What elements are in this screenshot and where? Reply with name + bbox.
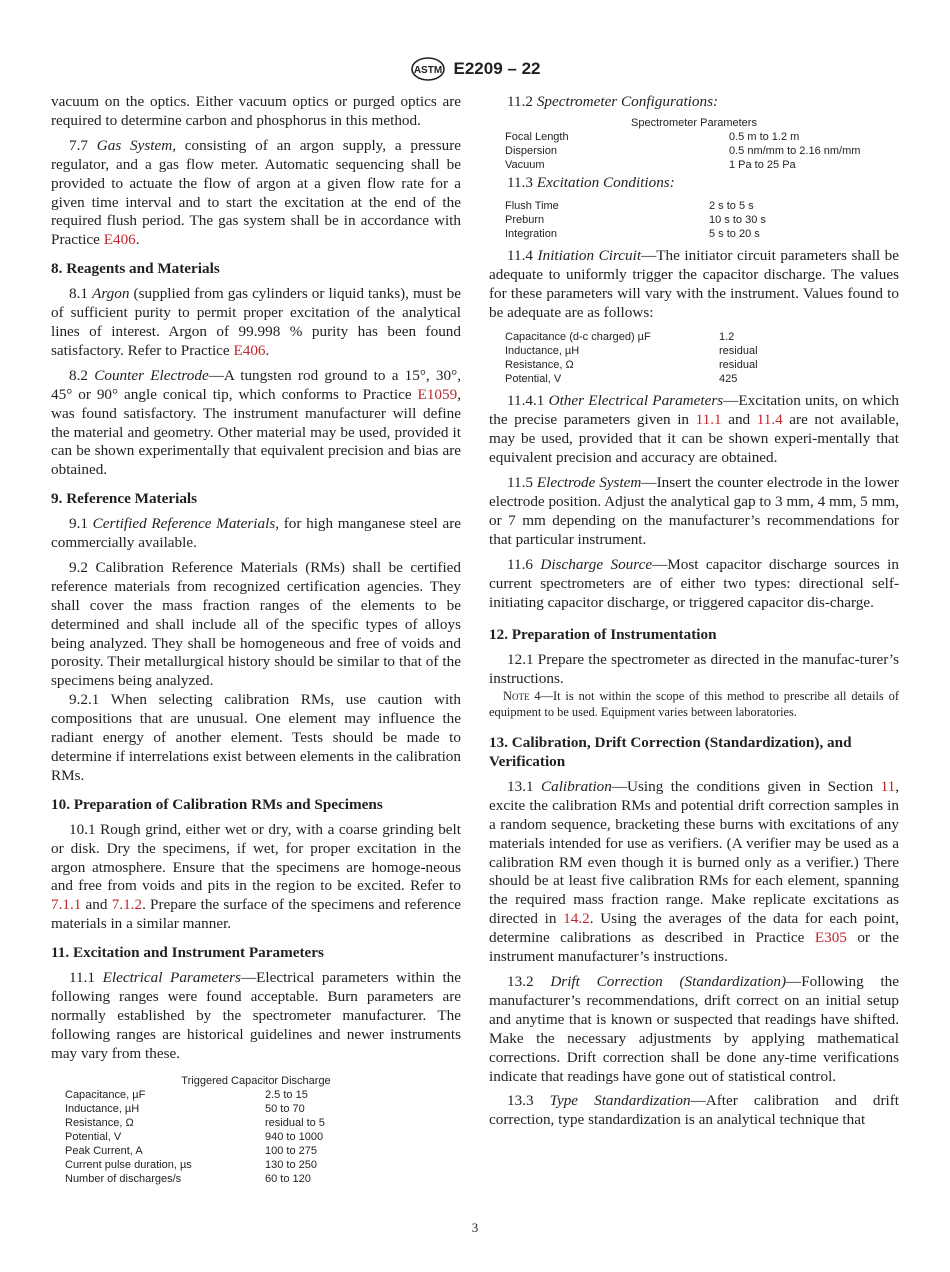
link-14-2[interactable]: 14.2 <box>563 910 590 928</box>
paragraph-continued: vacuum on the optics. Either vacuum optics or purged optics are required to determine carbon and phosphorus in this method. <box>51 93 461 129</box>
section-9-1: 9.1 Certified Reference Materials, for high manganese steel are commercially available. <box>51 515 461 552</box>
link-e1059[interactable]: E1059 <box>417 385 458 403</box>
svg-text:ASTM: ASTM <box>413 65 442 76</box>
heading-9: 9. Reference Materials <box>51 490 198 508</box>
section-11-6: 11.6 Discharge Source—Most capacitor discharge sources in current spectrometers are of either two types: directional self-initiating capacitor discharge, or triggered capacitor dis-charge. <box>489 555 899 611</box>
table-row: Capacitance (d-c charged) µF 1.2 <box>505 331 735 344</box>
document-code: E2209 – 22 <box>453 59 541 78</box>
table-row: Number of discharges/s 60 to 120 <box>65 1172 311 1185</box>
section-13-3: 13.3 Type Standardization—After calibration and drift correction, type standardization is an analytical technique that <box>489 1092 900 1129</box>
astm-logo-icon <box>410 56 446 82</box>
table-excitation-conditions <box>489 199 899 241</box>
section-11-4: 11.4 Initiation Circuit—The initiator circuit parameters shall be adequate to uniformly trigger the capacitor discharge. The values for these parameters will vary with the instrument. Values found to be adequate are as follows: <box>489 246 899 321</box>
section-9-2-1: 9.2.1 When selecting calibration RMs, use caution with compositions that are unusual. One element may influence the radiant energy of another element. Tests should be made to determine if interrelations exist between elements in the calibration RMs. <box>51 691 461 784</box>
table-row: Integration 5 s to 20 s <box>505 227 760 240</box>
section-12-1: 12.1 Prepare the spectrometer as directed in the manufac-turer’s instructions. <box>489 651 899 688</box>
table-row: Peak Current, A 100 to 275 <box>65 1144 317 1157</box>
link-7-1-1[interactable]: 7.1.1 <box>51 896 82 914</box>
table-row: Dispersion 0.5 nm/mm to 2.16 nm/mm <box>505 144 861 157</box>
section-13-1: 13.1 Calibration—Using the conditions given in Section 11, excite the calibration RMs and potential drift correction samples in a random sequence, bracketing these burns with excitations of any materials intended for use as verifiers. (A verifier may be used as a calibration RM even though it is burned only as a verifier.) There should be at least five calibration RMs for each element, spanning the required mass fraction range. Make replicate excitations as directed in 14.2. Using the averages of the data for each point, determine calibrations as described in Practice E305 or the instrument manufacturer’s instructions. <box>489 777 900 966</box>
table-row: Vacuum 1 Pa to 25 Pa <box>505 158 796 171</box>
table-row: Current pulse duration, µs 130 to 250 <box>65 1158 317 1171</box>
section-7-7: 7.7 Gas System, consisting of an argon supply, a pressure regulator, and a gas flow meter. Automatic sequencing shall be provided to actuate the flow of argon at a given flow rate for a given time interval and to start the excitation at the end of the required flush period. The gas system shall be in accordance with Practice E406. <box>51 136 461 249</box>
page-number: 3 <box>471 1220 479 1235</box>
page-header <box>0 56 950 82</box>
table-row: Potential, V 425 <box>505 373 738 386</box>
right-column <box>489 93 899 1136</box>
table-row: Focal Length 0.5 m to 1.2 m <box>505 130 800 143</box>
table-title: Triggered Capacitor Discharge <box>181 1074 331 1087</box>
section-8-2: 8.2 Counter Electrode—A tungsten rod ground to a 15°, 30°, 45° or 90° angle conical tip, which conforms to Practice E1059, was found satisfactory. The instrument manufacturer will define the material and geometry. Other material may be used, provided it can be shown experimentally that equivalent precision and bias are obtained. <box>51 366 461 479</box>
table-row: Resistance, Ω residual to 5 <box>65 1116 325 1129</box>
heading-13: 13. Calibration, Drift Correction (Standardization), and Verification <box>489 734 852 771</box>
section-11-1: 11.1 Electrical Parameters—Electrical parameters within the following ranges were found acceptable. Burn parameters are normally established by the spectrometer manufacturer. The following ranges are historical guidelines and newer instruments may vary from these. <box>51 969 461 1062</box>
left-column <box>51 93 461 1192</box>
link-e406[interactable]: E406 <box>103 231 136 249</box>
table-spectrometer-parameters <box>489 116 899 172</box>
heading-8: 8. Reagents and Materials <box>51 260 220 278</box>
heading-10: 10. Preparation of Calibration RMs and Specimens <box>51 795 383 813</box>
link-section-11[interactable]: 11 <box>880 777 896 795</box>
note-4: Note 4—It is not within the scope of this method to prescribe all details of equipment to be used. Equipment varies between laboratories. <box>489 689 899 719</box>
table-triggered-capacitor-discharge <box>51 1074 461 1186</box>
section-11-2: 11.2 Spectrometer Configurations: <box>507 93 719 110</box>
heading-12: 12. Preparation of Instrumentation <box>489 626 717 644</box>
link-7-1-2[interactable]: 7.1.2 <box>111 896 143 914</box>
table-row: Preburn 10 s to 30 s <box>505 213 766 226</box>
link-e305[interactable]: E305 <box>814 929 847 947</box>
section-11-4-1: 11.4.1 Other Electrical Parameters—Excitation units, on which the precise parameters given in 11.1 and 11.4 are not available, may be used, provided that it can be shown experi-mentally that equivalent precision and accuracy are obtained. <box>489 392 900 467</box>
table-row: Potential, V 940 to 1000 <box>65 1130 324 1143</box>
table-row: Inductance, µH 50 to 70 <box>65 1102 305 1115</box>
table-initiation-circuit <box>489 330 899 386</box>
section-8-1: 8.1 Argon (supplied from gas cylinders or liquid tanks), must be of sufficient purity to permit proper excitation of the analytical lines of interest. Argon of 99.998 % purity has been found satisfactory. Refer to Practice E406. <box>51 285 461 359</box>
table-title: Spectrometer Parameters <box>631 116 757 129</box>
table-row: Resistance, Ω residual <box>505 359 758 372</box>
table-row: Capacitance, µF 2.5 to 15 <box>65 1088 308 1101</box>
heading-11: 11. Excitation and Instrument Parameters <box>51 944 324 962</box>
section-9-2: 9.2 Calibration Reference Materials (RMs) shall be certified reference materials from recognized certification agencies. They shall cover the mass fraction ranges of the elements to be determined and shall include all of the specific types of alloys being analyzed. They shall be homogeneous and free of voids and porosity. Their metallurgical history should be similar to that of the specimens being analyzed. <box>51 558 461 690</box>
table-row: Flush Time 2 s to 5 s <box>505 199 754 212</box>
section-11-5: 11.5 Electrode System—Insert the counter electrode in the lower electrode position. Adjust the analytical gap to 3 mm, 4 mm, 5 mm, or 7 mm depending on the manufacturer’s recommendations for that particular instrument. <box>489 474 899 548</box>
link-e406[interactable]: E406 <box>233 341 266 359</box>
section-11-3: 11.3 Excitation Conditions: <box>507 173 675 191</box>
table-row: Inductance, µH residual <box>505 345 758 358</box>
section-13-2: 13.2 Drift Correction (Standardization)—Following the manufacturer’s recommendations, drift correct on an initial setup and anytime that is known or suspected that readings have shifted. Make the necessary adjustments by applying mathematical corrections. Drift correction shall be done any-time verifications indicate that readings have gone out of statistical control. <box>489 973 899 1085</box>
link-11-1[interactable]: 11.1 <box>695 411 722 429</box>
link-11-4[interactable]: 11.4 <box>756 411 783 429</box>
section-10-1: 10.1 Rough grind, either wet or dry, with a coarse grinding belt or disk. Dry the specimens, if wet, for proper excitation in the argon atmosphere. Ensure that the specimens are homoge-neous and free from voids and pits in the region to be excited. Refer to 7.1.1 and 7.1.2. Prepare the surface of the specimens and reference materials in a similar manner. <box>51 820 461 933</box>
